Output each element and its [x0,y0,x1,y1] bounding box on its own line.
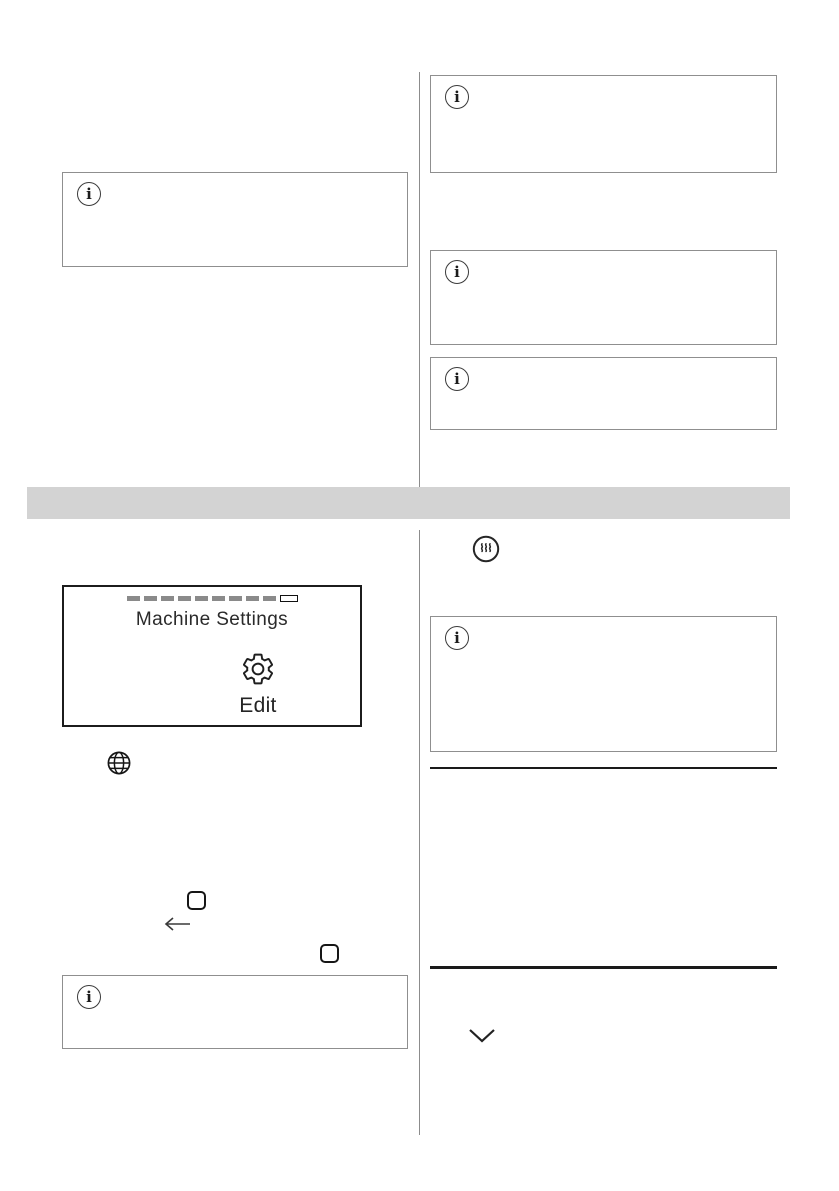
gear-icon [240,651,276,687]
steam-icon [472,535,500,563]
info-glyph: i [454,262,460,281]
info-glyph: i [454,369,460,388]
info-glyph: i [86,987,92,1006]
info-icon [445,367,469,391]
edit-option [223,651,293,718]
edit-label: Edit [239,694,277,717]
section-rule [430,966,777,969]
display-title: Machine Settings [135,609,289,630]
info-note-box [430,75,777,173]
chevron-down-icon [467,1026,497,1046]
info-icon [445,260,469,284]
square-button-icon [187,891,206,910]
pagination-indicator [64,595,360,602]
section-rule [430,767,777,769]
globe-icon [107,751,131,775]
section-banner [27,487,790,519]
info-glyph: i [454,628,460,647]
info-icon [77,182,101,206]
info-glyph: i [454,87,460,106]
info-icon [445,85,469,109]
column-divider-bottom [419,530,420,1135]
back-arrow-icon [163,916,191,932]
info-note-box [430,357,777,430]
machine-display-panel [62,585,362,727]
info-note-box [430,250,777,345]
square-button-icon [320,944,339,963]
info-icon [77,985,101,1009]
info-glyph: i [86,184,92,203]
info-icon [445,626,469,650]
info-note-box [430,616,777,752]
column-divider-top [419,72,420,487]
info-note-box [62,975,408,1049]
info-note-box [62,172,408,267]
